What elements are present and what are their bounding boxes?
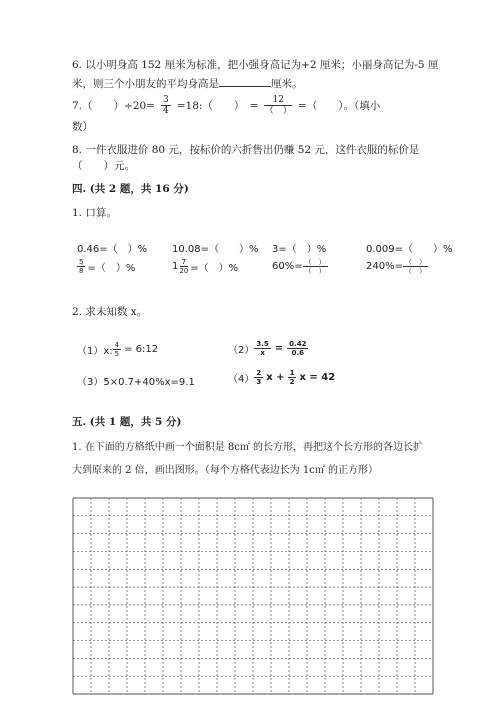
oral-c: 3=（ ）% bbox=[272, 244, 327, 255]
eq2-den1: x bbox=[260, 349, 265, 357]
eq4-num2: 1 bbox=[289, 369, 295, 377]
eq2-fraction-1 bbox=[254, 340, 270, 357]
eq1-rest: = 6:12 bbox=[124, 344, 159, 355]
eq2-fraction-2 bbox=[287, 340, 308, 357]
q6-line2-unit: 厘米。 bbox=[271, 78, 303, 90]
oral-f bbox=[172, 258, 238, 275]
oral-f-num: 7 bbox=[181, 258, 187, 266]
oral-h-fraction bbox=[403, 258, 428, 275]
oral-g-num: （ ） bbox=[304, 258, 326, 266]
section5-q1-line1: 1. 在下面的方格纸中画一个面积是 8c㎡ 的长方形，再把这个长方形的各边长扩 bbox=[72, 442, 424, 453]
q7-fraction-2 bbox=[264, 95, 291, 116]
oral-a: 0.46=（ ）% bbox=[77, 244, 148, 255]
oral-f-den: 20 bbox=[179, 267, 189, 275]
q8-line1: 8. 一件衣服进价 80 元，按标价的六折售出仍赚 52 元，这件衣服的标价是 bbox=[72, 144, 420, 156]
equation-4 bbox=[228, 369, 335, 386]
eq4-mid: x + bbox=[266, 372, 285, 383]
equation-1 bbox=[77, 341, 158, 358]
grid-paper[interactable] bbox=[72, 497, 434, 695]
eq4-den1: 3 bbox=[256, 378, 262, 386]
oral-f-rest: =（ ）% bbox=[190, 263, 239, 274]
eq2-equals: = bbox=[274, 343, 284, 354]
oral-e-rest: =（ ）% bbox=[87, 263, 136, 274]
oral-g bbox=[272, 258, 328, 275]
eq1-den: 5 bbox=[114, 350, 120, 358]
eq1-lead: （1）x: bbox=[77, 346, 113, 357]
eq4-rest: x = 42 bbox=[299, 372, 336, 383]
q7-fraction-2-num: 12 bbox=[264, 95, 291, 106]
eq1-fraction bbox=[113, 341, 121, 358]
eq4-fraction-2 bbox=[288, 369, 297, 386]
oral-h-num: （ ） bbox=[404, 258, 426, 266]
oral-b: 10.08=（ ）% bbox=[172, 244, 259, 255]
oral-g-fraction bbox=[303, 258, 328, 275]
oral-h-lead: 240%= bbox=[366, 261, 403, 272]
q7-fraction-2-den: （ ） bbox=[264, 105, 292, 116]
oral-f-fraction bbox=[179, 258, 188, 275]
oral-f-whole: 1 bbox=[172, 261, 179, 272]
q7-fraction-1-den: 4 bbox=[162, 105, 169, 116]
q6-answer-blank[interactable] bbox=[219, 75, 271, 87]
q6-line2 bbox=[72, 75, 303, 92]
oral-g-lead: 60%= bbox=[272, 261, 303, 272]
q7-line2: 数） bbox=[72, 121, 93, 133]
q7-part3: =（ ）。（填小 bbox=[297, 99, 381, 112]
oral-e bbox=[77, 258, 135, 275]
section4-q2-title: 2. 求未知数 x。 bbox=[72, 306, 148, 318]
oral-h-den: （ ） bbox=[404, 267, 426, 275]
section5-title: 五. (共 1 题，共 5 分) bbox=[72, 416, 182, 428]
eq1-num: 4 bbox=[114, 341, 120, 349]
q6-line1: 6. 以小明身高 152 厘米为标准，把小强身高记为+2 厘米；小丽身高记为-5 厘 bbox=[72, 59, 439, 71]
eq4-lead: （4） bbox=[228, 374, 255, 385]
oral-d: 0.009=（ ）% bbox=[366, 244, 453, 255]
q7-part2: =18:（ ） = bbox=[176, 99, 259, 112]
q7-part1: 7.（ ）÷20= bbox=[72, 99, 155, 112]
section4-title: 四. (共 2 题，共 16 分) bbox=[72, 183, 189, 195]
oral-g-den: （ ） bbox=[304, 267, 326, 275]
eq2-den2: 0.6 bbox=[291, 349, 305, 357]
q8-line2: （ ）元。 bbox=[72, 160, 135, 172]
q7-fraction-1-num: 3 bbox=[162, 94, 169, 105]
oral-e-num: 5 bbox=[79, 258, 84, 266]
eq2-num1: 3.5 bbox=[256, 340, 269, 348]
oral-h bbox=[366, 258, 428, 275]
oral-e-den: 8 bbox=[79, 267, 84, 275]
q7-line1 bbox=[72, 92, 380, 118]
q7-fraction-1 bbox=[161, 95, 171, 116]
eq2-num2: 0.42 bbox=[289, 340, 307, 348]
eq4-fraction-1 bbox=[254, 369, 263, 386]
eq2-lead: （2） bbox=[228, 345, 255, 356]
eq4-num1: 2 bbox=[256, 369, 262, 377]
q6-line2-text: 米，则三个小朋友的平均身高是 bbox=[72, 78, 219, 90]
section5-q1-line2: 大到原来的 2 倍，画出图形。（每个方格代表边长为 1c㎡ 的正方形） bbox=[72, 465, 379, 476]
section4-q1-title: 1. 口算。 bbox=[72, 207, 117, 219]
equation-2 bbox=[228, 340, 308, 357]
oral-e-fraction bbox=[77, 258, 85, 275]
eq4-den2: 2 bbox=[289, 378, 295, 386]
equation-3: （3）5×0.7+40%x=9.1 bbox=[77, 377, 195, 388]
